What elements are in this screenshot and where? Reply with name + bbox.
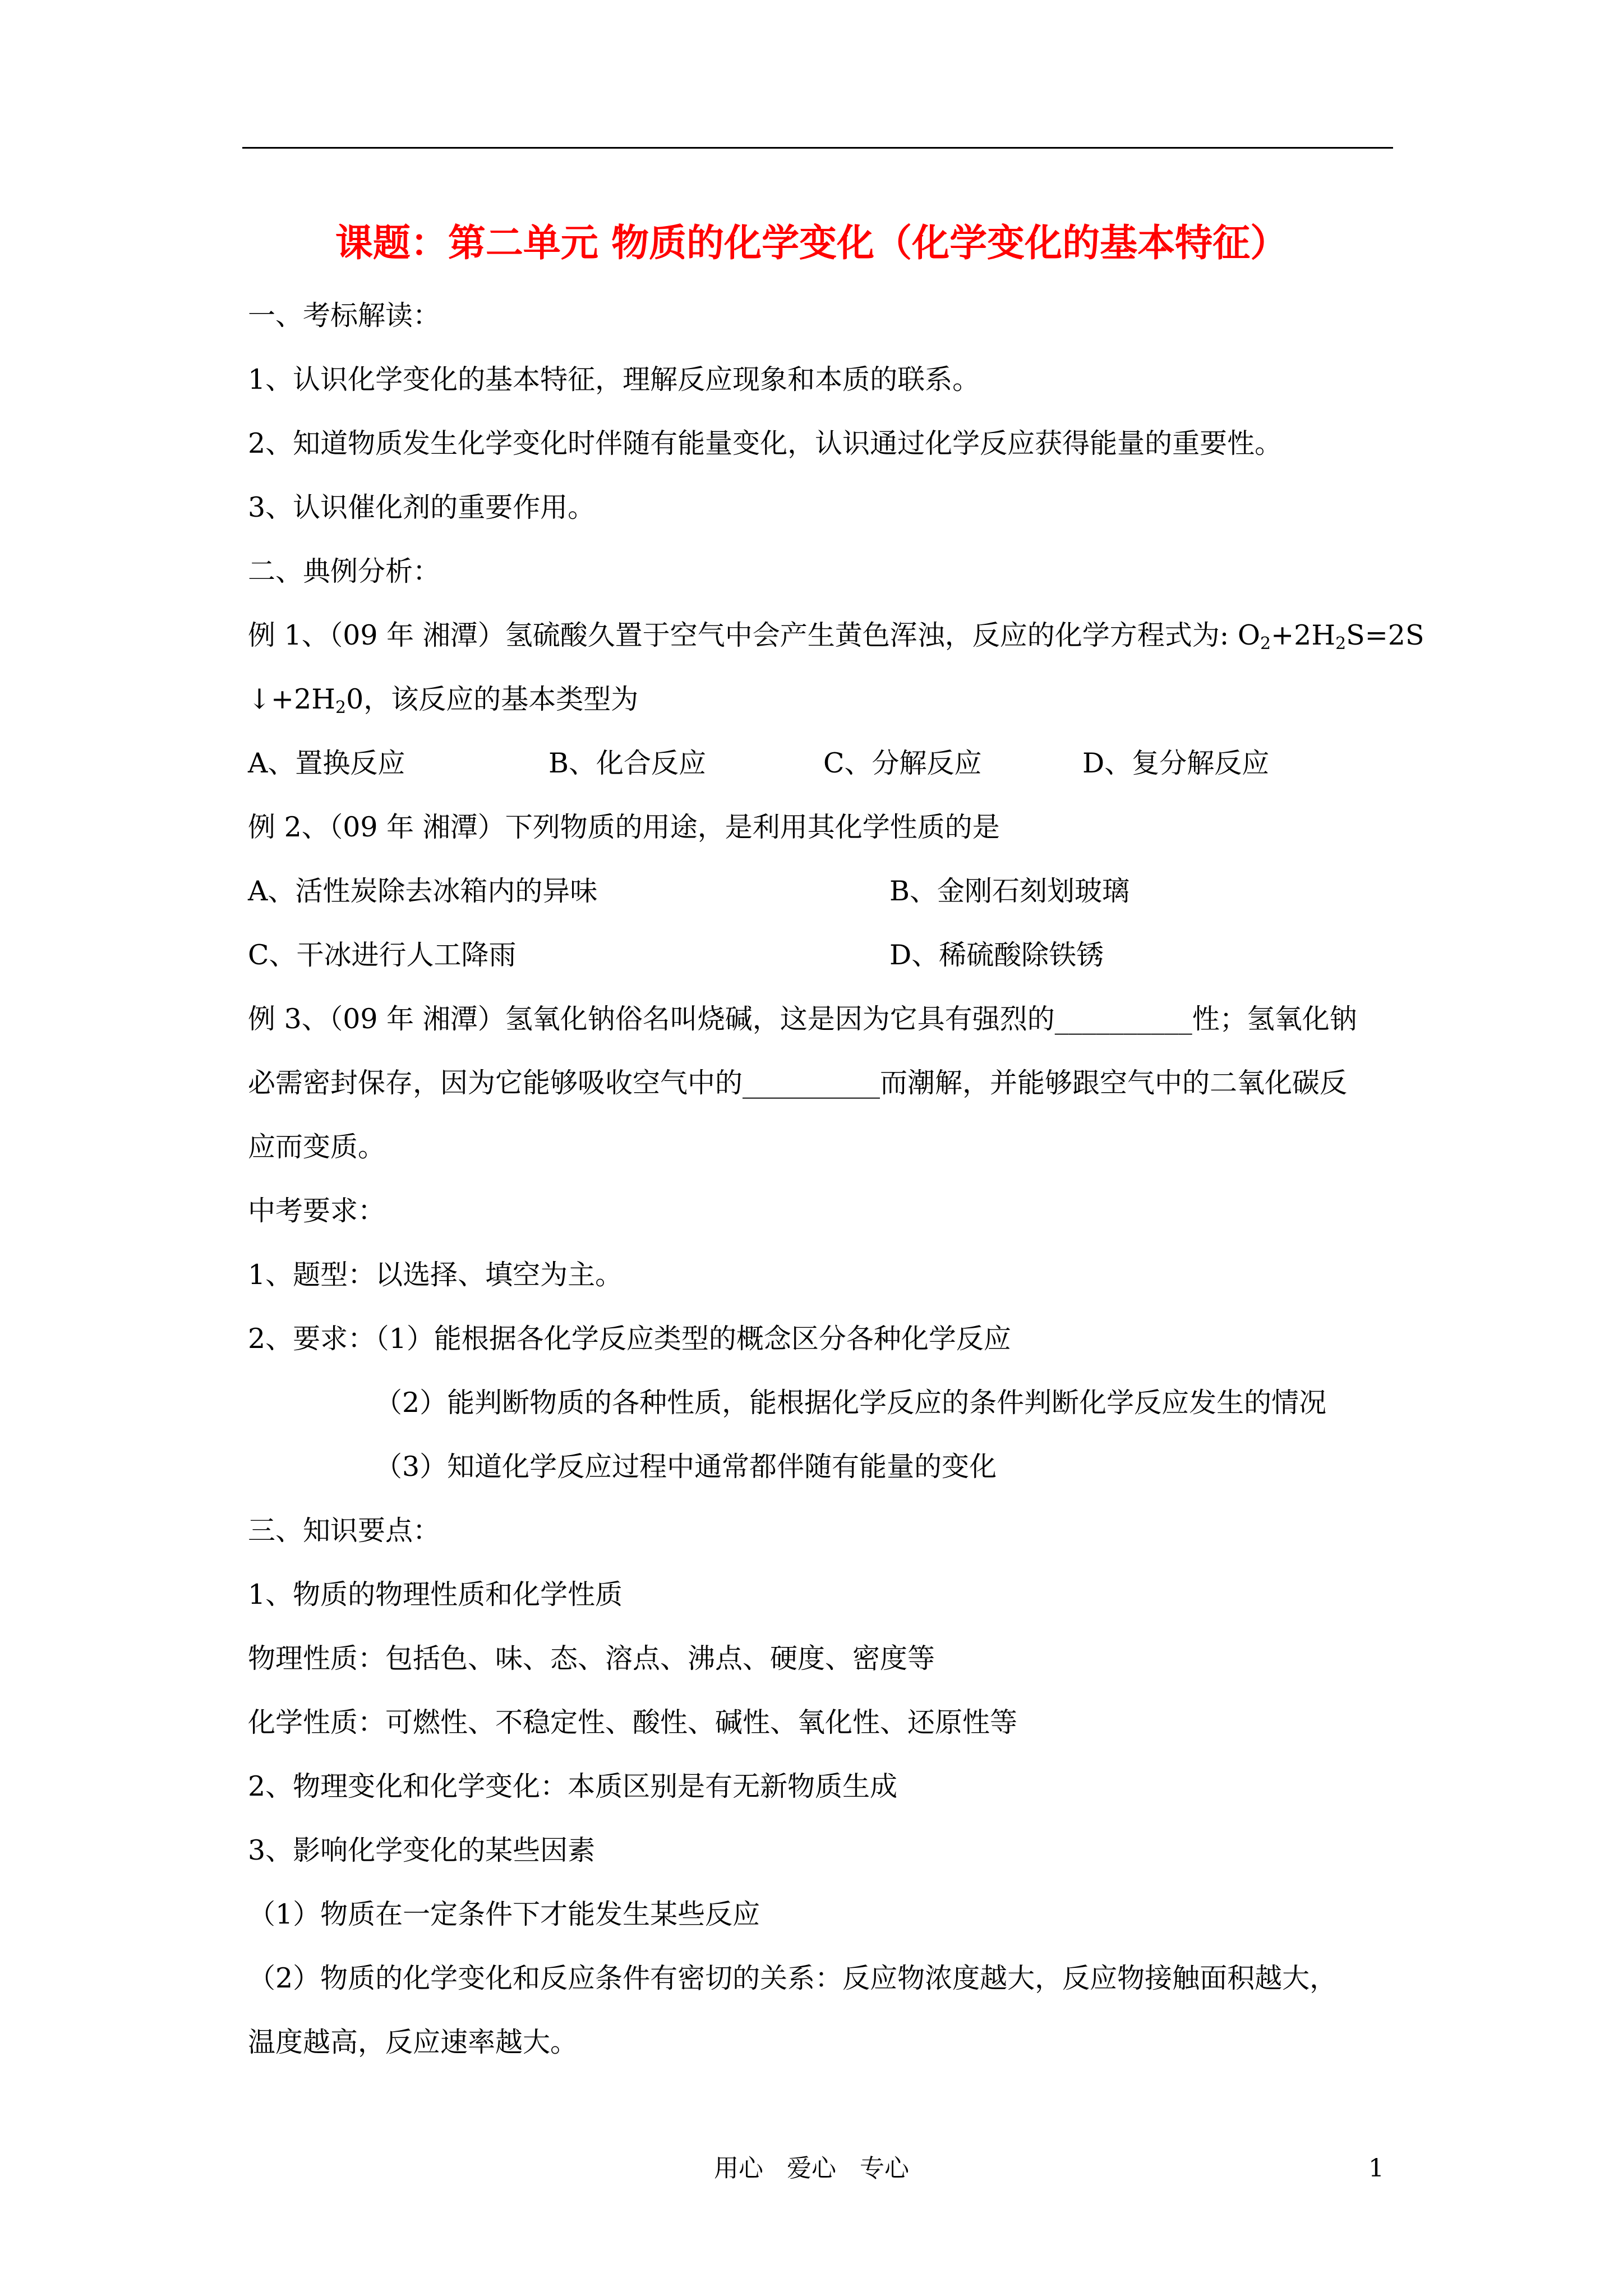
knowledge-point: 1、物质的物理性质和化学性质 <box>248 1579 623 1611</box>
section-2-heading: 二、典例分析： <box>248 555 441 587</box>
equation-o: O <box>1237 619 1261 651</box>
example-2-option-b: B、金刚石刻划玻璃 <box>889 875 1130 907</box>
exam-requirement-item: （3）知道化学反应过程中通常都伴随有能量的变化 <box>375 1451 997 1483</box>
knowledge-point: 温度越高，反应速率越大。 <box>248 2026 578 2058</box>
section-1-item-3: 3、认识催化剂的重要作用。 <box>248 491 596 523</box>
example-1-stem-rest: 0，该反应的基本类型为 <box>346 683 639 715</box>
section-1-item-2: 2、知道物质发生化学变化时伴随有能量变化，认识通过化学反应获得能量的重要性。 <box>248 427 1283 459</box>
exam-requirement-item: 2、要求：（1）能根据各化学反应类型的概念区分各种化学反应 <box>248 1323 1011 1355</box>
knowledge-point: 3、影响化学变化的某些因素 <box>248 1834 596 1866</box>
exam-requirements-heading: 中考要求： <box>248 1195 386 1227</box>
exam-requirement-item: 1、题型：以选择、填空为主。 <box>248 1259 623 1291</box>
knowledge-point: （1）物质在一定条件下才能发生某些反应 <box>248 1898 760 1930</box>
example-1-option-d: D、复分解反应 <box>1082 747 1270 779</box>
equation-subscript: 2 <box>1335 634 1347 654</box>
example-1-stem-line-2 <box>248 680 638 719</box>
knowledge-point: （2）物质的化学变化和反应条件有密切的关系：反应物浓度越大，反应物接触面积越大， <box>248 1962 1338 1994</box>
example-1-option-a: A、置换反应 <box>248 747 405 779</box>
equation-mid: +2H <box>1271 619 1336 651</box>
equation-arrow: ↓+2H <box>248 683 336 715</box>
section-1-item-1: 1、认识化学变化的基本特征，理解反应现象和本质的联系。 <box>248 364 980 395</box>
example-1-option-c: C、分解反应 <box>823 747 982 779</box>
example-3-line-3: 应而变质。 <box>248 1131 386 1163</box>
knowledge-point: 物理性质：包括色、味、态、溶点、沸点、硬度、密度等 <box>248 1642 935 1674</box>
equation-tail: S=2S <box>1346 619 1424 651</box>
example-2-option-a: A、活性炭除去冰箱内的异味 <box>248 875 598 907</box>
example-3-line-2: 必需密封保存，因为它能够吸收空气中的__________而潮解，并能够跟空气中的二氧化碳反 <box>248 1067 1348 1099</box>
page-number: 1 <box>1368 2154 1384 2183</box>
example-3-line-1: 例 3、（09 年 湘潭）氢氧化钠俗名叫烧碱，这是因为它具有强烈的__________性；氢氧化钠 <box>248 1003 1357 1035</box>
knowledge-point: 2、物理变化和化学变化：本质区别是有无新物质生成 <box>248 1770 898 1802</box>
example-2-option-c: C、干冰进行人工降雨 <box>248 939 517 971</box>
knowledge-point: 化学性质：可燃性、不稳定性、酸性、碱性、氧化性、还原性等 <box>248 1706 1018 1738</box>
example-1-option-b: B、化合反应 <box>548 747 707 779</box>
equation-subscript: 2 <box>335 698 347 717</box>
example-2-stem: 例 2、（09 年 湘潭）下列物质的用途，是利用其化学性质的是 <box>248 811 1000 843</box>
example-1-stem-line-1 <box>248 616 1424 655</box>
section-3-heading: 三、知识要点： <box>248 1515 441 1547</box>
footer-motto: 用心 爱心 专心 <box>714 2154 909 2183</box>
example-1-stem-text: 例 1、（09 年 湘潭）氢硫酸久置于空气中会产生黄色浑浊，反应的化学方程式为: <box>248 619 1238 651</box>
equation-subscript: 2 <box>1260 634 1271 654</box>
example-2-option-d: D、稀硫酸除铁锈 <box>889 939 1104 971</box>
exam-requirement-item: （2）能判断物质的各种性质，能根据化学反应的条件判断化学反应发生的情况 <box>375 1387 1327 1419</box>
section-1-heading: 一、考标解读： <box>248 300 441 332</box>
header-rule <box>242 147 1393 149</box>
document-title: 课题：第二单元 物质的化学变化（化学变化的基本特征） <box>335 220 1288 265</box>
